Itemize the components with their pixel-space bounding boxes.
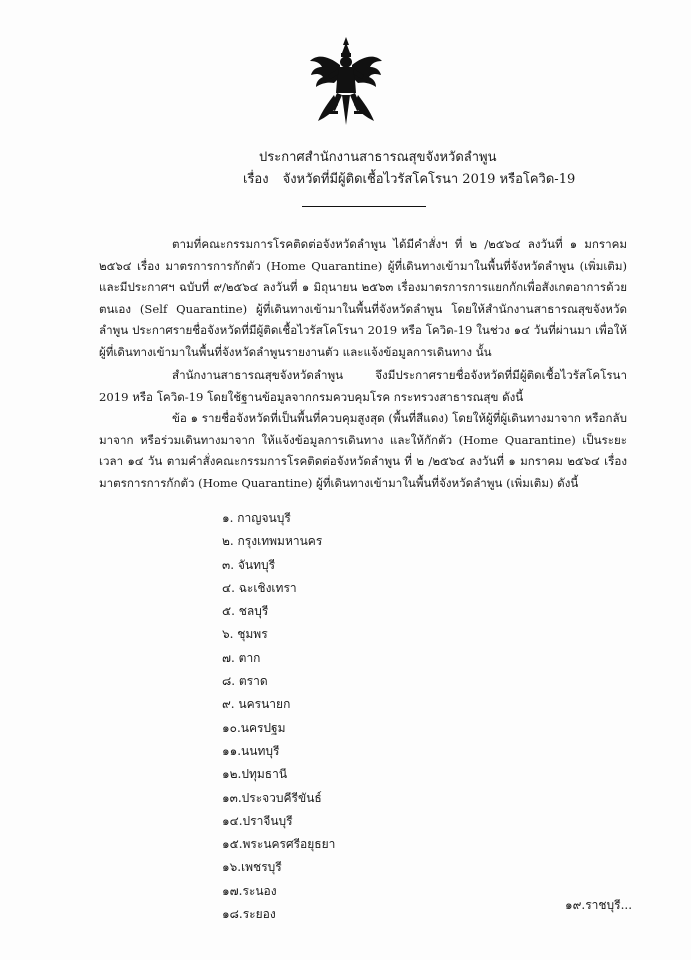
- province-item: ๑๐.นครปฐม: [222, 720, 286, 735]
- province-item: ๙. นครนายก: [222, 697, 291, 712]
- province-item: ๔. ฉะเชิงเทรา: [222, 580, 297, 595]
- province-item: ๑๘.ระยอง: [222, 907, 276, 922]
- paragraph-background: ตามที่คณะกรรมการโรคติดต่อจังหวัดลำพูน ได้มีคำสั่งฯ ที่ ๒ /๒๕๖๔ ลงวันที่ ๑ มกราคม ๒๕๖๔ เรื่อง มาตรการการกักตัว (Home Quarantine) ผู้ที่เดินทางเข้ามาในพื้นที่จังหวัดลำพูน (เพิ่มเติม) และมีประกาศฯ ฉบับที่ ๙/๒๕๖๔ ลงวันที่ ๑ มิถุนายน ๒๕๖๓ เรื่องมาตรการการแยกกักเพื่อสังเกตอาการด้วยตนเอง (Self Quarantine) ผู้ที่เดินทางเข้ามาในพื้นที่จังหวัดลำพูน โดยให้สำนักงานสาธารณสุขจังหวัดลำพูน ประกาศรายชื่อจังหวัดที่มีผู้ติดเชื้อไวรัสโคโรนา 2019 หรือ โควิด-19 ในช่วง ๑๔ วันที่ผ่านมา เพื่อให้ผู้ที่เดินทางเข้ามาในพื้นที่จังหวัดลำพูนรายงานตัว และแจ้งข้อมูลการเดินทาง นั้น: [99, 237, 627, 359]
- garuda-emblem-icon: [308, 35, 384, 127]
- province-item: ๕. ชลบุรี: [222, 604, 269, 619]
- province-item: ๑๖.เพชรบุรี: [222, 860, 282, 875]
- province-item: ๖. ชุมพร: [222, 627, 268, 642]
- province-item: ๗. ตาก: [222, 650, 261, 665]
- continuation-marker: ๑๙.ราชบุรี...: [565, 898, 633, 912]
- province-item: ๓. จันทบุรี: [222, 557, 276, 572]
- paragraph-article-1: ข้อ ๑ รายชื่อจังหวัดที่เป็นพื้นที่ควบคุมสูงสุด (พื้นที่สีแดง) โดยให้ผู้ที่ผู้เดินทางมาจาก หรือกลับมาจาก หรือร่วมเดินทางมาจาก ให้แจ้งข้อมูลการเดินทาง และให้กักตัว (Home Quarantine) เป็นระยะเวลา ๑๔ วัน ตามคำสั่งคณะกรรมการโรคติดต่อจังหวัดลำพูน ที่ ๒ /๒๕๖๔ ลงวันที่ ๑ มกราคม ๒๕๖๔ เรื่อง มาตรการการกักตัว (Home Quarantine) ผู้ที่เดินทางเข้ามาในพื้นที่จังหวัดลำพูน (เพิ่มเติม) ดังนี้: [99, 411, 627, 490]
- province-item: ๑๓.ประจวบคีรีขันธ์: [222, 790, 322, 805]
- province-item: ๘. ตราด: [222, 674, 268, 689]
- title-divider: [302, 206, 426, 207]
- announcement-title: ประกาศสำนักงานสาธารณสุขจังหวัดลำพูน: [259, 150, 497, 165]
- province-list: [222, 507, 335, 926]
- province-item: ๑. กาญจนบุรี: [222, 511, 291, 525]
- subject-label: เรื่อง: [243, 172, 269, 187]
- subject-text: จังหวัดที่มีผู้ติดเชื้อไวรัสโคโรนา 2019 หรือโควิด-19: [282, 172, 576, 187]
- province-item: ๒. กรุงเทพมหานคร: [222, 534, 323, 549]
- province-item: ๑๔.ปราจีนบุรี: [222, 813, 293, 828]
- province-item: ๑๗.ระนอง: [222, 883, 277, 898]
- province-item: ๑๒.ปทุมธานี: [222, 767, 288, 782]
- province-item: ๑๕.พระนครศรีอยุธยา: [222, 837, 336, 852]
- province-item: ๑๑.นนทบุรี: [222, 743, 280, 758]
- announcement-subject: [243, 171, 575, 189]
- paragraph-announcement: สำนักงานสาธารณสุขจังหวัดลำพูน จึงมีประกาศรายชื่อจังหวัดที่มีผู้ติดเชื้อไวรัสโคโรนา 2019 หรือ โควิด-19 โดยใช้ฐานข้อมูลจากกรมควบคุมโรค กระทรวงสาธารณสุข ดังนี้: [99, 368, 627, 404]
